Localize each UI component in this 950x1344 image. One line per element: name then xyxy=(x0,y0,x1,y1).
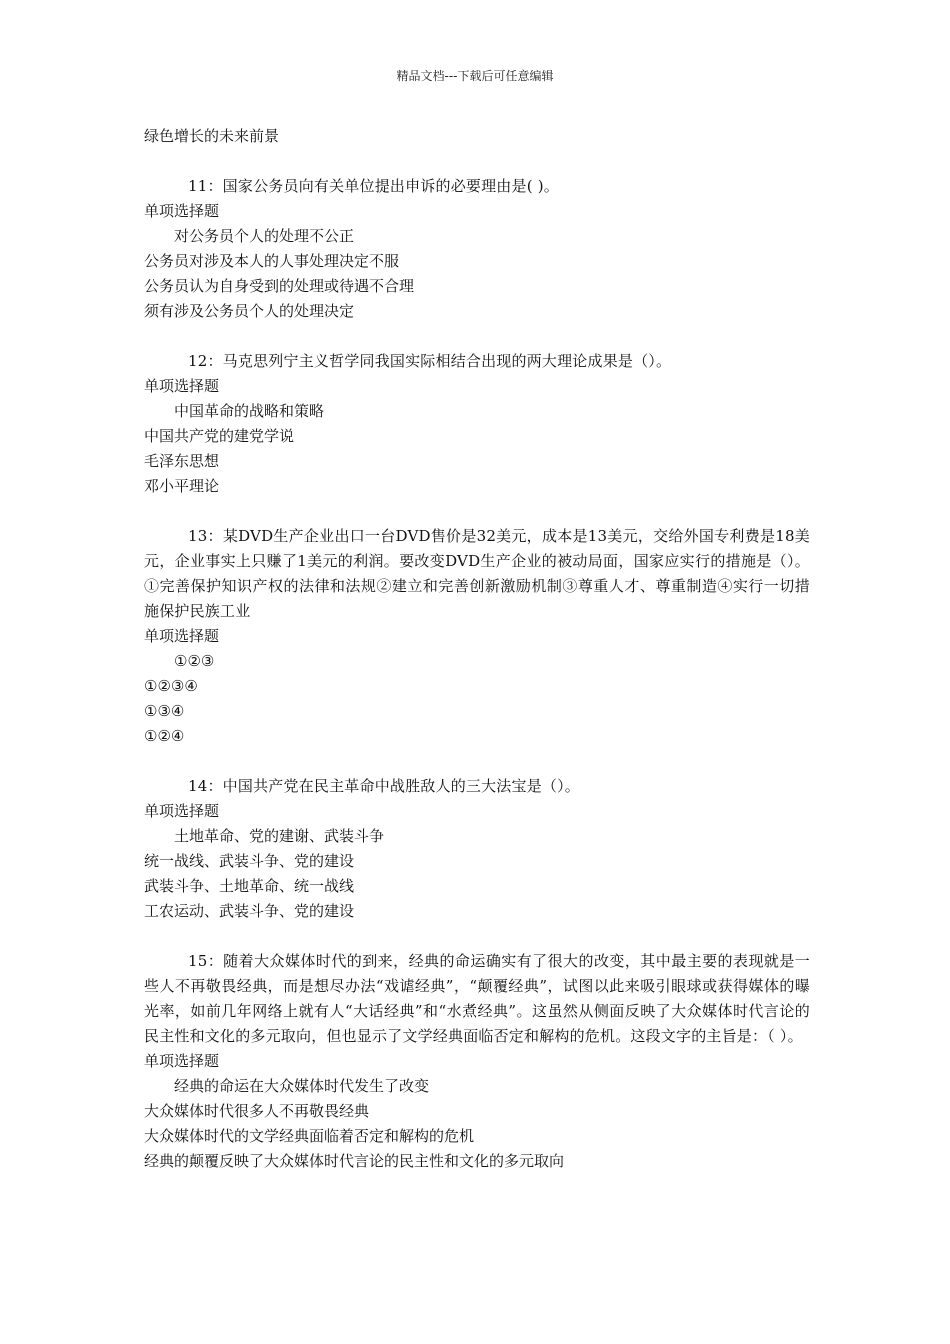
question-block xyxy=(144,349,810,499)
option-item: 中国共产党的建党学说 xyxy=(144,427,295,445)
option-item: 武装斗争、土地革命、统一战线 xyxy=(144,877,355,895)
option-item: 对公务员个人的处理不公正 xyxy=(174,227,355,245)
question-stem: 12：马克思列宁主义哲学同我国实际相结合出现的两大理论成果是（）。 xyxy=(188,352,672,370)
spacer xyxy=(144,749,810,774)
question-type: 单项选择题 xyxy=(144,627,220,645)
spacer xyxy=(144,149,810,174)
question-type: 单项选择题 xyxy=(144,202,220,220)
question-block xyxy=(144,774,810,924)
option-item: 工农运动、武装斗争、党的建设 xyxy=(144,902,355,920)
question-stem: 15：随着大众媒体时代的到来，经典的命运确实有了很大的改变，其中最主要的表现就是一些人不再敬畏经典，而是想尽办法“戏谑经典”，“颠覆经典”，试图以此来吸引眼球或获得媒体的曝光率，如前几年网络上就有人“大话经典”和“水煮经典”。这虽然从侧面反映了大众媒体时代言论的民主性和文化的多元取向，但也显示了文学经典面临否定和解构的危机。这段文字的主旨是：（ ）。 xyxy=(144,952,810,1045)
option-item: ①②③④ xyxy=(144,677,198,695)
option-item: ①③④ xyxy=(144,702,185,720)
question-block xyxy=(144,174,810,324)
question-type: 单项选择题 xyxy=(144,1052,220,1070)
option-item: 邓小平理论 xyxy=(144,477,220,495)
spacer xyxy=(144,924,810,949)
spacer xyxy=(144,324,810,349)
option-item: 须有涉及公务员个人的处理决定 xyxy=(144,302,355,320)
spacer xyxy=(144,499,810,524)
option-item: ①②③ xyxy=(174,652,215,670)
option-item: 经典的命运在大众媒体时代发生了改变 xyxy=(174,1077,430,1095)
document-body xyxy=(144,124,810,1174)
question-type: 单项选择题 xyxy=(144,377,220,395)
option-item: 毛泽东思想 xyxy=(144,452,220,470)
option-item: 大众媒体时代的文学经典面临着否定和解构的危机 xyxy=(144,1127,475,1145)
question-block xyxy=(144,949,810,1174)
option-item: ①②④ xyxy=(144,727,185,745)
option-item: 中国革命的战略和策略 xyxy=(174,402,325,420)
question-stem: 13：某DVD生产企业出口一台DVD售价是32美元，成本是13美元，交给外国专利费是18美元，企业事实上只赚了1美元的利润。要改变DVD生产企业的被动局面，国家应实行的措施是（）。①完善保护知识产权的法律和法规②建立和完善创新激励机制③尊重人才、尊重制造④实行一切措施保护民族工业 xyxy=(144,527,810,620)
option-item: 统一战线、武装斗争、党的建设 xyxy=(144,852,355,870)
question-block xyxy=(144,524,810,749)
option-item: 公务员对涉及本人的人事处理决定不服 xyxy=(144,252,400,270)
lead-text: 绿色增长的未来前景 xyxy=(144,127,280,145)
option-item: 大众媒体时代很多人不再敬畏经典 xyxy=(144,1102,370,1120)
option-item: 公务员认为自身受到的处理或待遇不合理 xyxy=(144,277,415,295)
option-item: 经典的颠覆反映了大众媒体时代言论的民主性和文化的多元取向 xyxy=(144,1152,565,1170)
page-header: 精品文档---下载后可任意编辑 xyxy=(396,69,554,83)
question-stem: 11：国家公务员向有关单位提出申诉的必要理由是( )。 xyxy=(188,177,559,195)
option-item: 土地革命、党的建谢、武装斗争 xyxy=(174,827,385,845)
question-stem: 14：中国共产党在民主革命中战胜敌人的三大法宝是（）。 xyxy=(188,777,580,795)
question-type: 单项选择题 xyxy=(144,802,220,820)
